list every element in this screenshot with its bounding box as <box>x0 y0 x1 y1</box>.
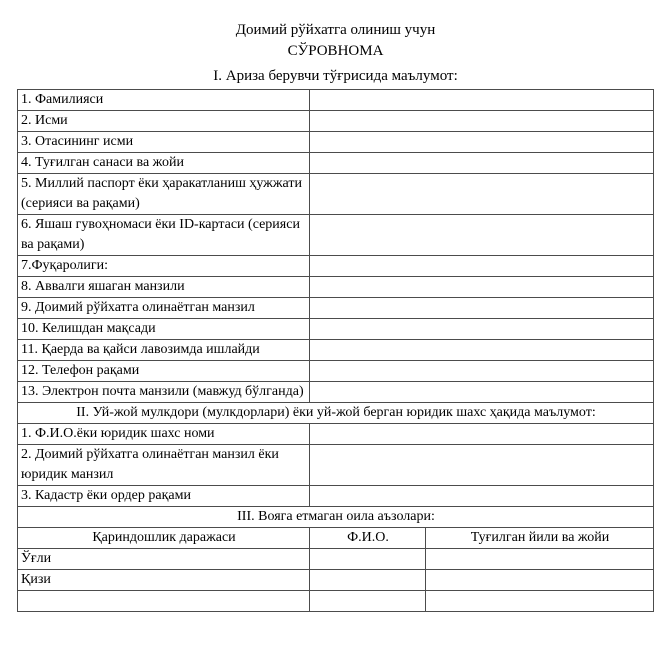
field-label-cell: 12. Телефон рақами <box>18 361 310 382</box>
field-value-cell <box>310 132 654 153</box>
relation-cell: Қизи <box>18 570 310 591</box>
field-label-cell: 2. Исми <box>18 111 310 132</box>
table-row <box>18 111 654 132</box>
section-2-heading-row <box>18 403 654 424</box>
field-value-cell <box>310 153 654 174</box>
table-row <box>18 298 654 319</box>
field-label-cell: 8. Аввалги яшаган манзили <box>18 277 310 298</box>
table-row <box>18 277 654 298</box>
field-value-cell <box>310 361 654 382</box>
field-value-cell <box>310 382 654 403</box>
field-value-cell <box>310 298 654 319</box>
field-label-cell: 5. Миллий паспорт ёки ҳаракатланиш ҳужжати (серияси ва рақами) <box>18 174 310 215</box>
table-row <box>18 340 654 361</box>
field-value-cell <box>310 486 654 507</box>
field-value-cell <box>310 424 654 445</box>
field-label-cell: 1. Ф.И.О.ёки юридик шахс номи <box>18 424 310 445</box>
form-title: Доимий рўйхатга олиниш учун <box>235 22 436 38</box>
field-value-cell <box>310 319 654 340</box>
field-label-cell: 11. Қаерда ва қайси лавозимда ишлайди <box>18 340 310 361</box>
birth-cell <box>426 549 654 570</box>
birth-cell <box>426 591 654 612</box>
table-row <box>18 132 654 153</box>
table-row <box>18 153 654 174</box>
table-row <box>18 424 654 445</box>
birth-cell <box>426 570 654 591</box>
field-value-cell <box>310 174 654 215</box>
field-label-cell: 3. Кадастр ёки ордер рақами <box>18 486 310 507</box>
field-label-cell: 7.Фуқаролиги: <box>18 256 310 277</box>
field-label-cell: 9. Доимий рўйхатга олинаётган манзил <box>18 298 310 319</box>
field-label-cell: 10. Келишдан мақсади <box>18 319 310 340</box>
field-value-cell <box>310 340 654 361</box>
section-2-heading: II. Уй-жой мулкдори (мулкдорлари) ёки уй-жой берган юридик шахс ҳақида маълумот: <box>18 403 654 424</box>
fio-cell <box>310 549 426 570</box>
table-row <box>18 591 654 612</box>
field-value-cell <box>310 256 654 277</box>
column-header-relation: Қариндошлик даражаси <box>18 528 310 549</box>
table-row <box>18 445 654 486</box>
field-label-cell: 1. Фамилияси <box>18 90 310 111</box>
field-value-cell <box>310 111 654 132</box>
form-subtitle: СЎРОВНОМА <box>287 43 384 59</box>
table-row <box>18 361 654 382</box>
table-row <box>18 256 654 277</box>
field-label-cell: 2. Доимий рўйхатга олинаётган манзил ёки юридик манзил <box>18 445 310 486</box>
field-label-cell: 4. Туғилган санаси ва жойи <box>18 153 310 174</box>
table-row <box>18 570 654 591</box>
table-row <box>18 486 654 507</box>
table-row <box>18 382 654 403</box>
column-header-fio: Ф.И.О. <box>310 528 426 549</box>
field-label-cell: 6. Яшаш гувоҳномаси ёки ID-картаси (серияси ва рақами) <box>18 215 310 256</box>
relation-cell: Ўғли <box>18 549 310 570</box>
registration-form-table <box>17 89 654 612</box>
table-row <box>18 90 654 111</box>
section-3-heading: III. Вояга етмаган оила аъзолари: <box>18 507 654 528</box>
field-value-cell <box>310 90 654 111</box>
field-label-cell: 13. Электрон почта манзили (мавжуд бўлганда) <box>18 382 310 403</box>
table-row <box>18 215 654 256</box>
section-3-heading-row <box>18 507 654 528</box>
relation-cell <box>18 591 310 612</box>
table-row <box>18 319 654 340</box>
section-1-heading: I. Ариза берувчи тўғрисида маълумот: <box>213 68 458 84</box>
section-3-column-header-row <box>18 528 654 549</box>
table-row <box>18 174 654 215</box>
fio-cell <box>310 570 426 591</box>
field-value-cell <box>310 445 654 486</box>
fio-cell <box>310 591 426 612</box>
field-value-cell <box>310 277 654 298</box>
table-row <box>18 549 654 570</box>
field-label-cell: 3. Отасининг исми <box>18 132 310 153</box>
column-header-birth: Туғилган йили ва жойи <box>426 528 654 549</box>
field-value-cell <box>310 215 654 256</box>
